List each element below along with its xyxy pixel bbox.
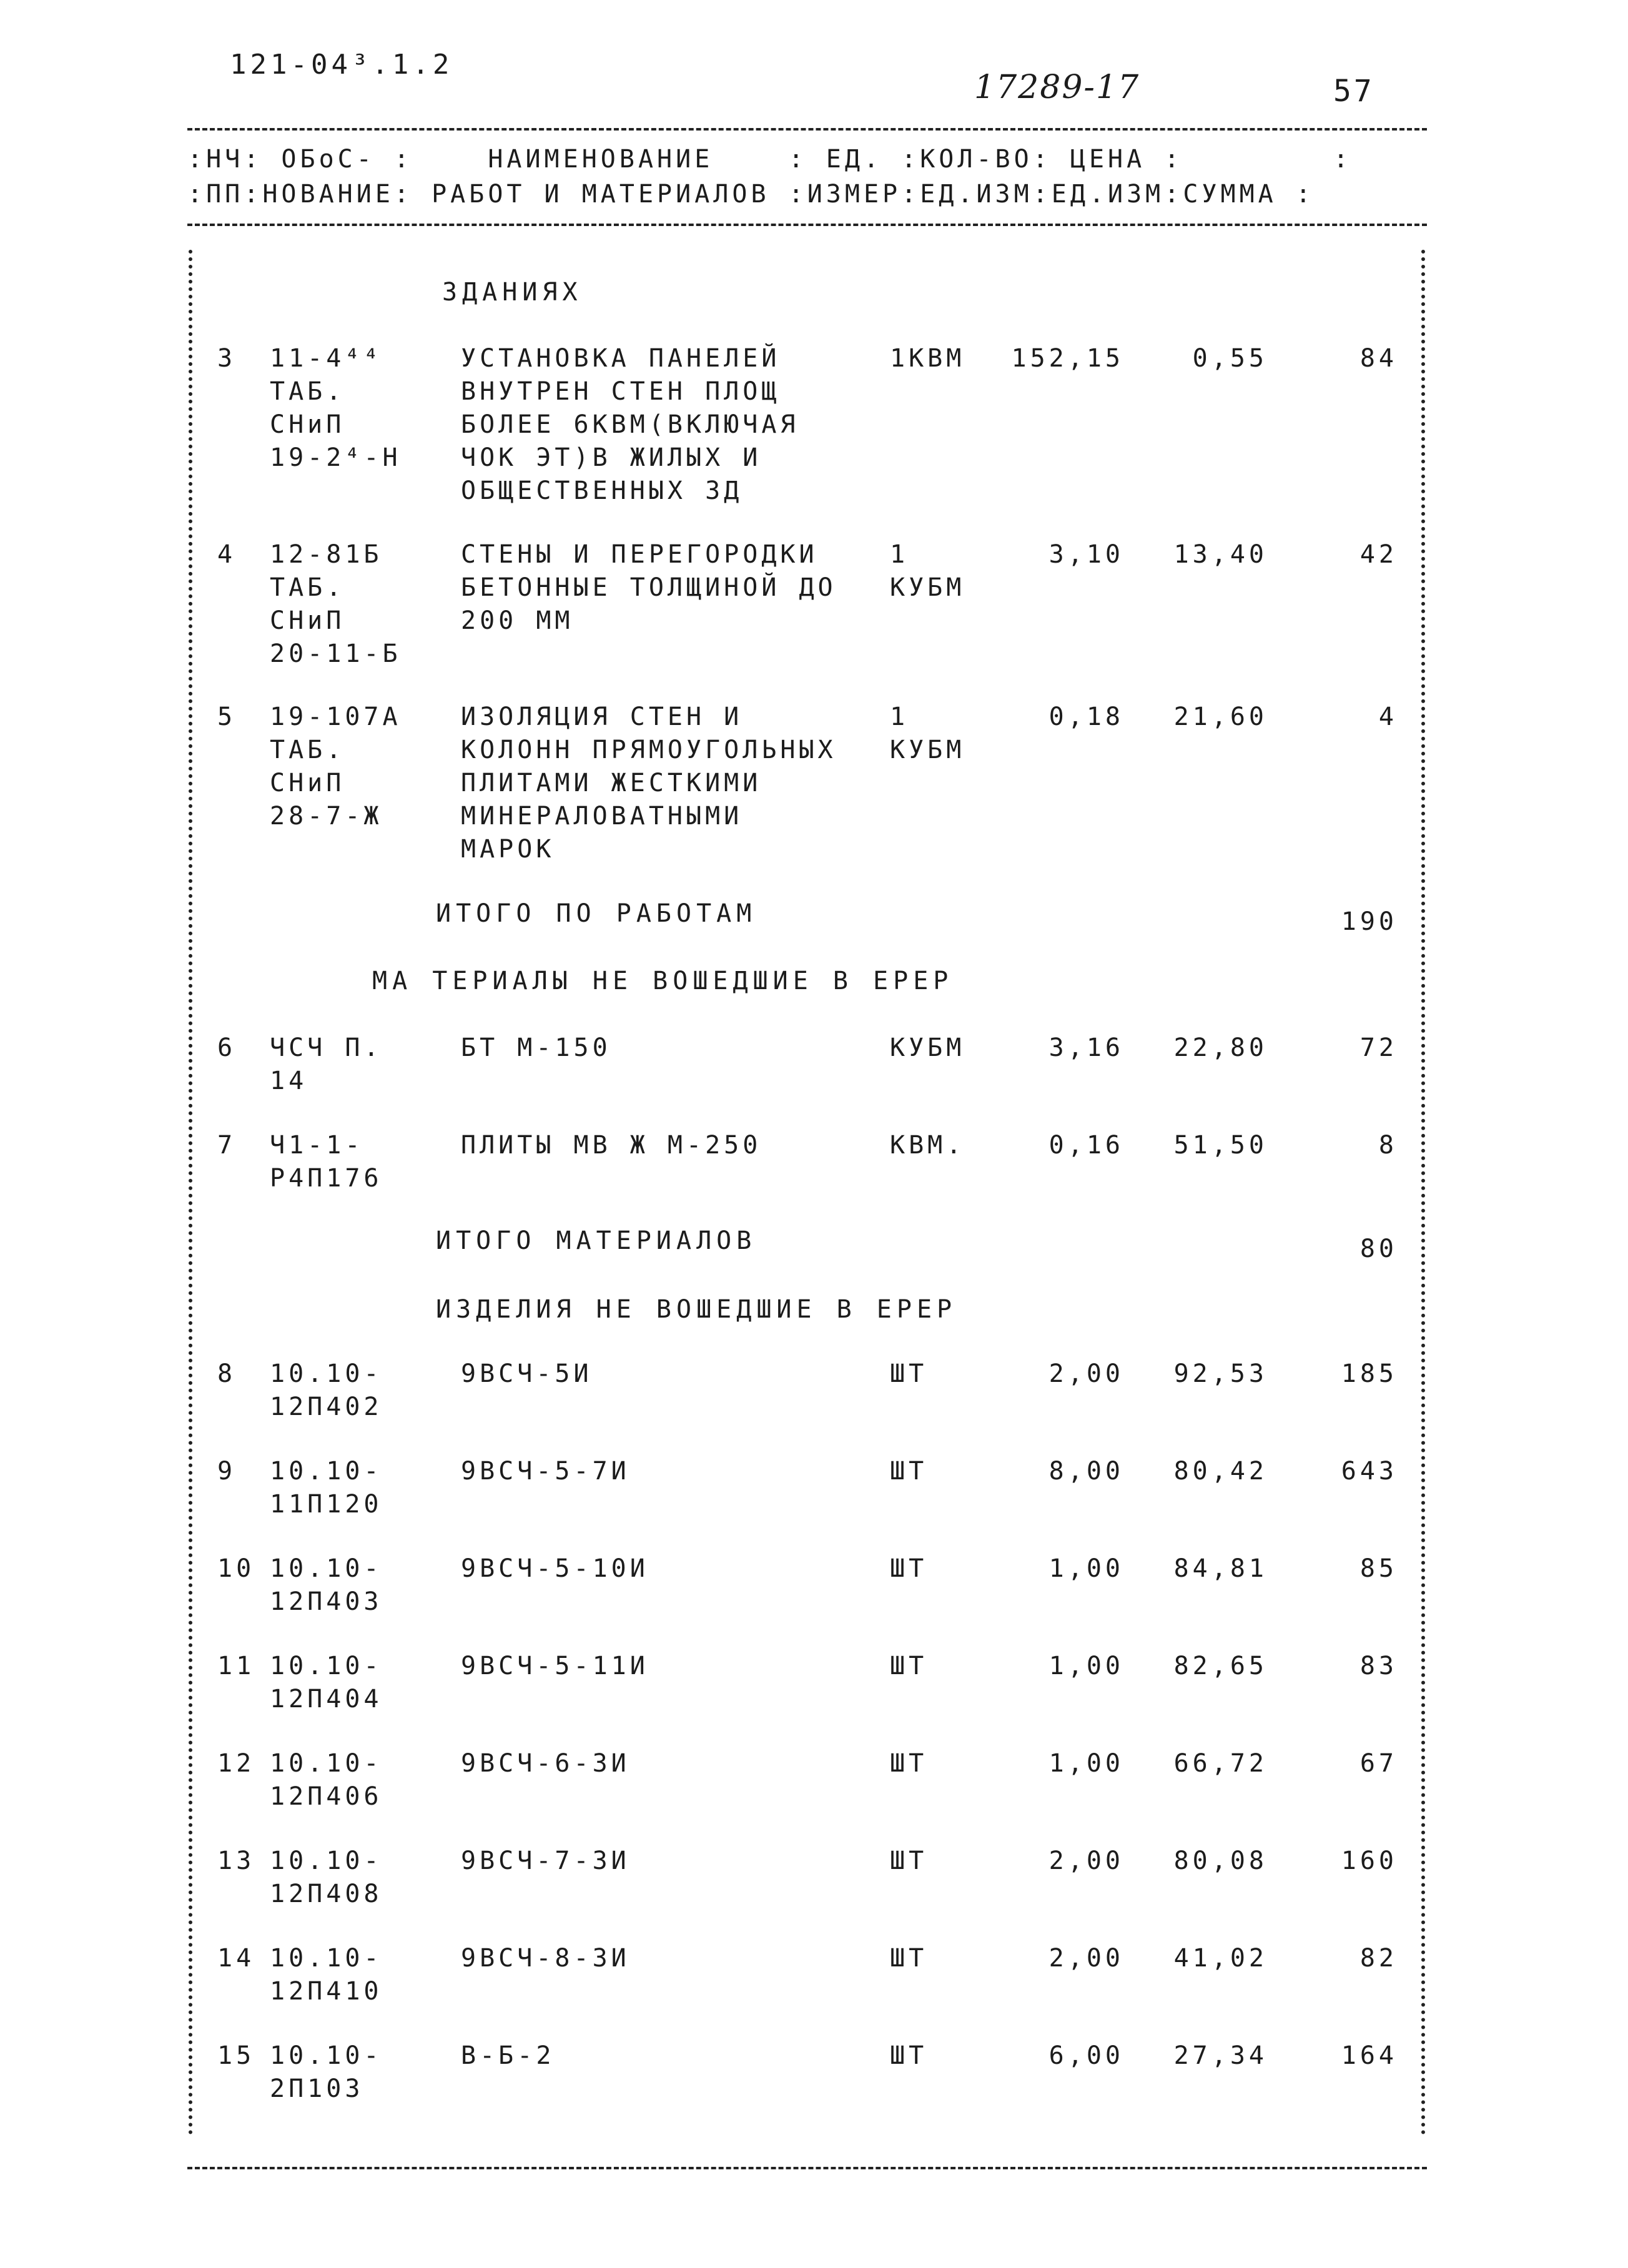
row-number: 10 bbox=[217, 1554, 255, 1583]
row-code-line: 19-107А bbox=[270, 703, 402, 731]
row-code-line: 19-2⁴-Н bbox=[270, 443, 402, 472]
row-name-line: ОБЩЕСТВЕННЫХ ЗД bbox=[461, 476, 743, 505]
row-name-line: 9ВСЧ-5И bbox=[461, 1359, 593, 1388]
row-code-line: СНиП bbox=[270, 410, 345, 439]
row-name-line: БТ М-150 bbox=[461, 1033, 611, 1062]
row-code-line: 10.10- bbox=[270, 1652, 383, 1680]
row-name-line: 9ВСЧ-6-3И bbox=[461, 1749, 630, 1778]
row-number: 12 bbox=[217, 1749, 255, 1778]
total-works-sum: 190 bbox=[1341, 907, 1398, 936]
row-sum: 8 bbox=[1378, 1131, 1398, 1160]
row-unit-line: ШТ bbox=[890, 1652, 928, 1680]
row-number: 11 bbox=[217, 1652, 255, 1680]
row-sum: 84 bbox=[1359, 344, 1398, 373]
row-name-line: МАРОК bbox=[461, 835, 555, 864]
document-code: 121-04³.1.2 bbox=[230, 49, 453, 81]
row-name-line: ВНУТРЕН СТЕН ПЛОЩ bbox=[461, 377, 781, 406]
handwritten-document-number: 17289-17 bbox=[974, 69, 1140, 106]
row-name-line: 9ВСЧ-5-7И bbox=[461, 1457, 630, 1486]
row-sum: 164 bbox=[1341, 2041, 1398, 2070]
row-quantity: 6,00 bbox=[1048, 2041, 1124, 2070]
page-number: 57 bbox=[1333, 74, 1374, 109]
row-code-line: 20-11-Б bbox=[270, 639, 402, 668]
row-name-line: ИЗОЛЯЦИЯ СТЕН И bbox=[461, 703, 743, 731]
row-number: 8 bbox=[217, 1359, 237, 1388]
row-unit-price: 66,72 bbox=[1173, 1749, 1268, 1778]
row-code-line: 12П408 bbox=[270, 1880, 383, 1908]
header-top-rule bbox=[187, 128, 1427, 131]
row-name-line: 9ВСЧ-5-10И bbox=[461, 1554, 649, 1583]
row-unit-line: КУБМ bbox=[890, 736, 965, 764]
row-unit-price: 84,81 bbox=[1173, 1554, 1268, 1583]
row-code-line: 12П403 bbox=[270, 1587, 383, 1616]
row-name-line: КОЛОНН ПРЯМОУГОЛЬНЫХ bbox=[461, 736, 837, 764]
row-code-line: 14 bbox=[270, 1067, 308, 1095]
row-quantity: 1,00 bbox=[1048, 1749, 1124, 1778]
row-code-line: 10.10- bbox=[270, 1846, 383, 1875]
row-unit-price: 80,08 bbox=[1173, 1846, 1268, 1875]
table-header-line-1: :НЧ: ОБоС- : НАИМЕНОВАНИЕ : ЕД. :КОЛ-ВО: ЦЕНА : : bbox=[187, 145, 1353, 174]
row-code-line: 10.10- bbox=[270, 1359, 383, 1388]
row-number: 6 bbox=[217, 1033, 237, 1062]
row-sum: 160 bbox=[1341, 1846, 1398, 1875]
row-code-line: Р4П176 bbox=[270, 1164, 383, 1193]
row-number: 15 bbox=[217, 2041, 255, 2070]
row-name-line: МИНЕРАЛОВАТНЫМИ bbox=[461, 802, 743, 831]
row-number: 14 bbox=[217, 1944, 255, 1973]
row-name-line: УСТАНОВКА ПАНЕЛЕЙ bbox=[461, 344, 781, 373]
table-right-border bbox=[1421, 250, 1425, 2136]
row-name-line: БОЛЕЕ 6КВМ(ВКЛЮЧАЯ bbox=[461, 410, 799, 439]
row-quantity: 8,00 bbox=[1048, 1457, 1124, 1486]
row-code-line: ТАБ. bbox=[270, 573, 345, 602]
header-bottom-rule bbox=[187, 224, 1427, 226]
row-unit-price: 92,53 bbox=[1173, 1359, 1268, 1388]
row-sum: 85 bbox=[1359, 1554, 1398, 1583]
row-code-line: ТАБ. bbox=[270, 736, 345, 764]
row-quantity: 152,15 bbox=[1011, 344, 1124, 373]
row-quantity: 1,00 bbox=[1048, 1554, 1124, 1583]
row-code-line: 2П103 bbox=[270, 2074, 364, 2103]
row-code-line: ЧСЧ П. bbox=[270, 1033, 383, 1062]
row-name-line: ПЛИТЫ МВ Ж М-250 bbox=[461, 1131, 762, 1160]
row-name-line: 200 ММ bbox=[461, 606, 574, 635]
row-code-line: 10.10- bbox=[270, 1457, 383, 1486]
row-code-line: 11П120 bbox=[270, 1490, 383, 1519]
row-unit-line: ШТ bbox=[890, 1944, 928, 1973]
row-sum: 83 bbox=[1359, 1652, 1398, 1680]
row-name-line: ЧОК ЭТ)В ЖИЛЫХ И bbox=[461, 443, 762, 472]
row-code-line: 12-81Б bbox=[270, 540, 383, 569]
row-unit-line: 1 bbox=[890, 703, 909, 731]
row-quantity: 3,16 bbox=[1048, 1033, 1124, 1062]
row-unit-price: 80,42 bbox=[1173, 1457, 1268, 1486]
row-code-line: 10.10- bbox=[270, 2041, 383, 2070]
row-unit-price: 21,60 bbox=[1173, 703, 1268, 731]
row-number: 5 bbox=[217, 703, 237, 731]
row-quantity: 2,00 bbox=[1048, 1846, 1124, 1875]
row-code-line: 11-4⁴⁴ bbox=[270, 344, 383, 373]
row-name-line: ПЛИТАМИ ЖЕСТКИМИ bbox=[461, 769, 762, 797]
products-heading: ИЗДЕЛИЯ НЕ ВОШЕДШИЕ В ЕРЕР bbox=[436, 1295, 957, 1324]
row-name-line: В-Б-2 bbox=[461, 2041, 555, 2070]
row-number: 9 bbox=[217, 1457, 237, 1486]
total-materials-sum: 80 bbox=[1359, 1235, 1398, 1263]
row-unit-line: ШТ bbox=[890, 1554, 928, 1583]
row-quantity: 1,00 bbox=[1048, 1652, 1124, 1680]
row-unit-line: ШТ bbox=[890, 1749, 928, 1778]
row-code-line: СНиП bbox=[270, 769, 345, 797]
row-sum: 185 bbox=[1341, 1359, 1398, 1388]
row-quantity: 0,18 bbox=[1048, 703, 1124, 731]
continued-section-heading: ЗДАНИЯХ bbox=[442, 278, 583, 307]
row-code-line: 10.10- bbox=[270, 1749, 383, 1778]
row-sum: 4 bbox=[1378, 703, 1398, 731]
row-quantity: 0,16 bbox=[1048, 1131, 1124, 1160]
row-sum: 67 bbox=[1359, 1749, 1398, 1778]
row-code-line: ТАБ. bbox=[270, 377, 345, 406]
table-bottom-rule bbox=[187, 2167, 1427, 2169]
row-sum: 82 bbox=[1359, 1944, 1398, 1973]
row-unit-price: 0,55 bbox=[1192, 344, 1268, 373]
table-header-line-2: :ПП:НОВАНИЕ: РАБОТ И МАТЕРИАЛОВ :ИЗМЕР:ЕД.ИЗМ:ЕД.ИЗМ:СУММА : bbox=[187, 180, 1315, 209]
row-quantity: 2,00 bbox=[1048, 1359, 1124, 1388]
total-works-label: ИТОГО ПО РАБОТАМ bbox=[436, 899, 757, 928]
total-materials-label: ИТОГО МАТЕРИАЛОВ bbox=[436, 1226, 757, 1255]
row-code-line: Ч1-1- bbox=[270, 1131, 364, 1160]
row-code-line: 12П402 bbox=[270, 1393, 383, 1421]
row-unit-line: ШТ bbox=[890, 2041, 928, 2070]
row-code-line: 10.10- bbox=[270, 1944, 383, 1973]
row-number: 4 bbox=[217, 540, 237, 569]
row-name-line: 9ВСЧ-8-3И bbox=[461, 1944, 630, 1973]
row-code-line: 12П404 bbox=[270, 1685, 383, 1713]
row-sum: 643 bbox=[1341, 1457, 1398, 1486]
row-unit-line: 1 bbox=[890, 540, 909, 569]
materials-heading: МА ТЕРИАЛЫ НЕ ВОШЕДШИЕ В ЕРЕР bbox=[372, 967, 954, 995]
row-unit-line: КУБМ bbox=[890, 573, 965, 602]
row-name-line: СТЕНЫ И ПЕРЕГОРОДКИ bbox=[461, 540, 818, 569]
row-quantity: 3,10 bbox=[1048, 540, 1124, 569]
row-unit-price: 22,80 bbox=[1173, 1033, 1268, 1062]
row-number: 13 bbox=[217, 1846, 255, 1875]
row-unit-line: КВМ. bbox=[890, 1131, 965, 1160]
row-code-line: 12П410 bbox=[270, 1977, 383, 2006]
row-unit-price: 41,02 bbox=[1173, 1944, 1268, 1973]
row-name-line: БЕТОННЫЕ ТОЛЩИНОЙ ДО bbox=[461, 573, 837, 602]
row-code-line: СНиП bbox=[270, 606, 345, 635]
row-unit-line: 1КВМ bbox=[890, 344, 965, 373]
row-number: 7 bbox=[217, 1131, 237, 1160]
row-unit-line: ШТ bbox=[890, 1359, 928, 1388]
row-name-line: 9ВСЧ-5-11И bbox=[461, 1652, 649, 1680]
table-left-border bbox=[189, 250, 192, 2136]
row-sum: 72 bbox=[1359, 1033, 1398, 1062]
row-unit-price: 27,34 bbox=[1173, 2041, 1268, 2070]
row-unit-line: ШТ bbox=[890, 1457, 928, 1486]
row-code-line: 12П406 bbox=[270, 1782, 383, 1811]
row-unit-price: 82,65 bbox=[1173, 1652, 1268, 1680]
row-number: 3 bbox=[217, 344, 237, 373]
row-name-line: 9ВСЧ-7-3И bbox=[461, 1846, 630, 1875]
row-unit-price: 13,40 bbox=[1173, 540, 1268, 569]
row-unit-line: ШТ bbox=[890, 1846, 928, 1875]
row-code-line: 28-7-Ж bbox=[270, 802, 383, 831]
row-unit-price: 51,50 bbox=[1173, 1131, 1268, 1160]
row-unit-line: КУБМ bbox=[890, 1033, 965, 1062]
row-quantity: 2,00 bbox=[1048, 1944, 1124, 1973]
row-code-line: 10.10- bbox=[270, 1554, 383, 1583]
row-sum: 42 bbox=[1359, 540, 1398, 569]
